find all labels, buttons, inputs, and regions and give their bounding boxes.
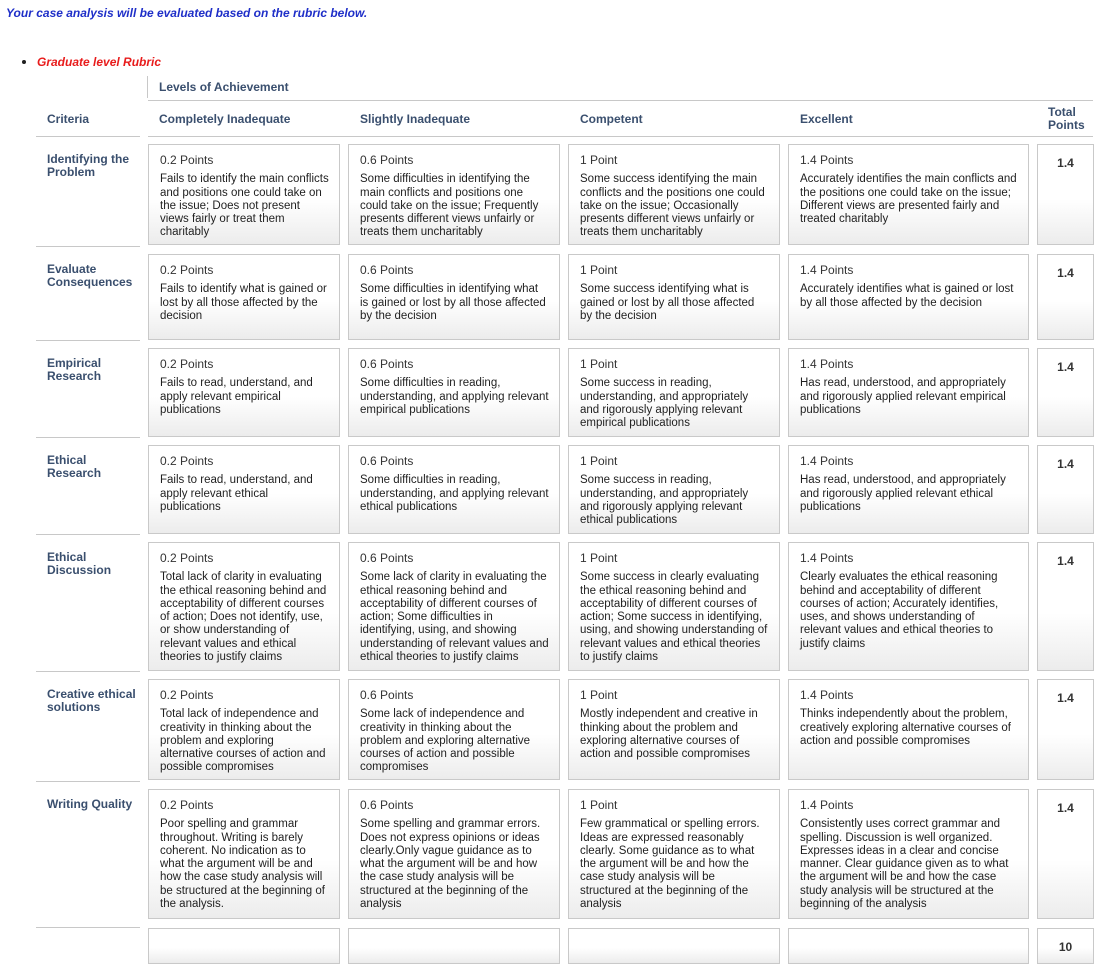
col-header-total-points: Total Points [1048,105,1085,132]
cell-description: Some difficulties in reading, understanding, and applying relevant empirical publications [360,377,549,416]
cell-points: 1.4 Points [800,551,854,565]
cell-points: 0.6 Points [360,454,414,468]
rubric-cell [568,679,780,780]
rubric-cell [148,542,340,671]
cell-points: 0.2 Points [160,551,214,565]
row-total: 1.4 [1037,254,1094,340]
row-separator [36,246,140,247]
footer-cell [788,928,1029,964]
cell-points: 1 Point [580,263,618,277]
cell-description: Thinks independently about the problem, creatively exploring alternative courses of action and possible compromises [800,708,1011,747]
grand-total: 10 [1037,928,1094,964]
criterion-label: Empirical Research [47,356,102,383]
cell-points: 0.2 Points [160,688,214,702]
footer-separator [36,927,140,928]
cell-description: Some success identifying the main conflicts and the positions one could take on the issue; Occasionally presents different views unfairly or treats them uncharitably [580,173,765,239]
rubric-cell [148,445,340,534]
col-header-excellent: Excellent [800,112,853,126]
cell-description: Accurately identifies the main conflicts and the positions one could take on the issue; Different views are presented fairly and treated charitably [800,173,1017,226]
cell-points: 1 Point [580,357,618,371]
rubric-cell [788,679,1029,780]
cell-points: 0.6 Points [360,688,414,702]
criterion-label: Evaluate Consequences [47,262,133,289]
col-header-slightly-inadequate: Slightly Inadequate [360,112,471,126]
cell-points: 1 Point [580,153,618,167]
row-separator [36,437,140,438]
cell-description: Fails to identify what is gained or lost by all those affected by the decision [160,283,327,322]
rubric-cell [348,348,560,437]
cell-description: Has read, understood, and appropriately and rigorously applied relevant ethical publications [800,474,1006,513]
criterion-label: Ethical Research [47,453,102,480]
rubric-cell [148,144,340,245]
row-separator [36,534,140,535]
row-total: 1.4 [1037,445,1094,534]
header-separator [148,136,1093,137]
rubric-cell [148,254,340,340]
criterion-label: Creative ethical solutions [47,687,136,714]
rubric-cell [348,789,560,919]
row-total: 1.4 [1037,789,1094,919]
rubric-cell [148,348,340,437]
col-header-competent: Competent [580,112,643,126]
cell-points: 0.2 Points [160,798,214,812]
cell-points: 1 Point [580,798,618,812]
cell-description: Some difficulties in identifying the main conflicts and positions one could take on the issue; Frequently presents different views unfairly or treats them uncharitably [360,173,539,239]
cell-points: 0.6 Points [360,798,414,812]
cell-points: 0.6 Points [360,551,414,565]
bullet-icon [22,60,26,64]
footer-cell [348,928,560,964]
row-total: 1.4 [1037,542,1094,671]
row-total: 1.4 [1037,144,1094,245]
cell-description: Mostly independent and creative in thinking about the problem and exploring alternative courses of action and possible compromises [580,708,758,761]
footer-cell [148,928,340,964]
cell-description: Few grammatical or spelling errors. Ideas are expressed reasonably clearly. Some guidance as to what the argument will be and how the case study analysis will be structured at the beginning of the analysis [580,818,760,911]
cell-description: Fails to identify the main conflicts and positions one could take on the issue; Does not present views fairly or treat them charitably [160,173,329,239]
row-separator [36,781,140,782]
cell-points: 0.2 Points [160,263,214,277]
rubric-cell [788,254,1029,340]
rubric-cell [568,445,780,534]
levels-header: Levels of Achievement [159,80,289,94]
rubric-cell [348,679,560,780]
rubric-cell [348,254,560,340]
rubric-cell [788,445,1029,534]
cell-description: Fails to read, understand, and apply relevant ethical publications [160,474,313,513]
criterion-label: Writing Quality [47,797,133,811]
cell-points: 0.6 Points [360,263,414,277]
header-separator [148,100,1093,101]
cell-description: Some success in reading, understanding, and appropriately and rigorously applying relevant empirical publications [580,377,749,430]
cell-points: 1.4 Points [800,263,854,277]
row-separator [36,671,140,672]
footer-cell [568,928,780,964]
cell-points: 0.6 Points [360,357,414,371]
cell-description: Has read, understood, and appropriately and rigorously applied relevant empirical publications [800,377,1006,416]
rubric-cell [568,144,780,245]
cell-description: Some success in reading, understanding, and appropriately and rigorously applying relevant ethical publications [580,474,749,527]
rubric-cell [788,348,1029,437]
cell-description: Consistently uses correct grammar and spelling. Discussion is well organized. Expresses ideas in a clear and concise manner. Clear guidance given as to what the argument will be and how the case study analysis will be structured at the beginning of the analysis [800,818,1009,911]
cell-description: Poor spelling and grammar throughout. Writing is barely coherent. No indication as to what the argument will be and how the case study analysis will be structured at the beginning of the analysis. [160,818,325,911]
rubric-cell [788,144,1029,245]
cell-description: Total lack of independence and creativity in thinking about the problem and exploring alternative courses of action and possible compromises [160,708,326,774]
row-total: 1.4 [1037,679,1094,780]
cell-description: Some difficulties in reading, understanding, and applying relevant ethical publications [360,474,549,513]
cell-description: Some lack of independence and creativity in thinking about the problem and exploring alternative courses of action and possible compromises [360,708,531,774]
rubric-cell [568,542,780,671]
header-separator [36,136,140,137]
rubric-cell [348,144,560,245]
cell-description: Some success identifying what is gained or lost by all those affected by the decision [580,283,755,322]
cell-description: Fails to read, understand, and apply relevant empirical publications [160,377,313,416]
criterion-label: Ethical Discussion [47,550,112,577]
cell-description: Some difficulties in identifying what is gained or lost by all those affected by the decision [360,283,546,322]
cell-points: 1.4 Points [800,688,854,702]
cell-points: 1.4 Points [800,454,854,468]
rubric-cell [148,789,340,919]
row-total: 1.4 [1037,348,1094,437]
cell-description: Accurately identifies what is gained or lost by all those affected by the decision [800,283,1014,309]
rubric-cell [568,254,780,340]
rubric-cell [148,679,340,780]
rubric-title: Graduate level Rubric [37,55,162,69]
cell-points: 1 Point [580,688,618,702]
cell-description: Some spelling and grammar errors. Does not express opinions or ideas clearly.Only vague guidance as to what the argument will be and how the case study analysis will be structured at the beginning of the analysis [360,818,541,911]
rubric-cell [348,542,560,671]
cell-description: Some success in clearly evaluating the ethical reasoning behind and acceptability of different courses of action; Some success in identifying, using, and showing understanding of relevant values and ethical theories to justify claims [580,571,768,664]
cell-points: 0.2 Points [160,153,214,167]
cell-points: 0.6 Points [360,153,414,167]
row-separator [36,340,140,341]
cell-points: 1 Point [580,551,618,565]
criterion-label: Identifying the Problem [47,152,129,179]
rubric-cell [568,348,780,437]
rubric-cell [348,445,560,534]
cell-description: Total lack of clarity in evaluating the ethical reasoning behind and acceptability of different courses of action; Does not identify, use, or show understanding of relevant values and ethical theories to justify claims [160,571,327,664]
cell-points: 1.4 Points [800,357,854,371]
intro-text: Your case analysis will be evaluated based on the rubric below. [6,6,368,20]
cell-points: 1 Point [580,454,618,468]
rubric-cell [788,789,1029,919]
cell-points: 1.4 Points [800,153,854,167]
rubric-cell [568,789,780,919]
col-header-completely-inadequate: Completely Inadequate [159,112,291,126]
cell-description: Some lack of clarity in evaluating the ethical reasoning behind and acceptability of different courses of action; Some difficulties in identifying, using, and showing understanding of relevant values and ethical theories to justify claims [360,571,549,664]
criteria-header: Criteria [47,112,90,126]
cell-points: 1.4 Points [800,798,854,812]
rubric-title-item [22,55,161,69]
rubric-cell [788,542,1029,671]
header-divider [147,76,148,98]
cell-points: 0.2 Points [160,357,214,371]
cell-points: 0.2 Points [160,454,214,468]
cell-description: Clearly evaluates the ethical reasoning behind and acceptability of different courses of action; Accurately identifies, uses, and shows understanding of relevant values and ethical theories to justify claims [800,571,999,650]
